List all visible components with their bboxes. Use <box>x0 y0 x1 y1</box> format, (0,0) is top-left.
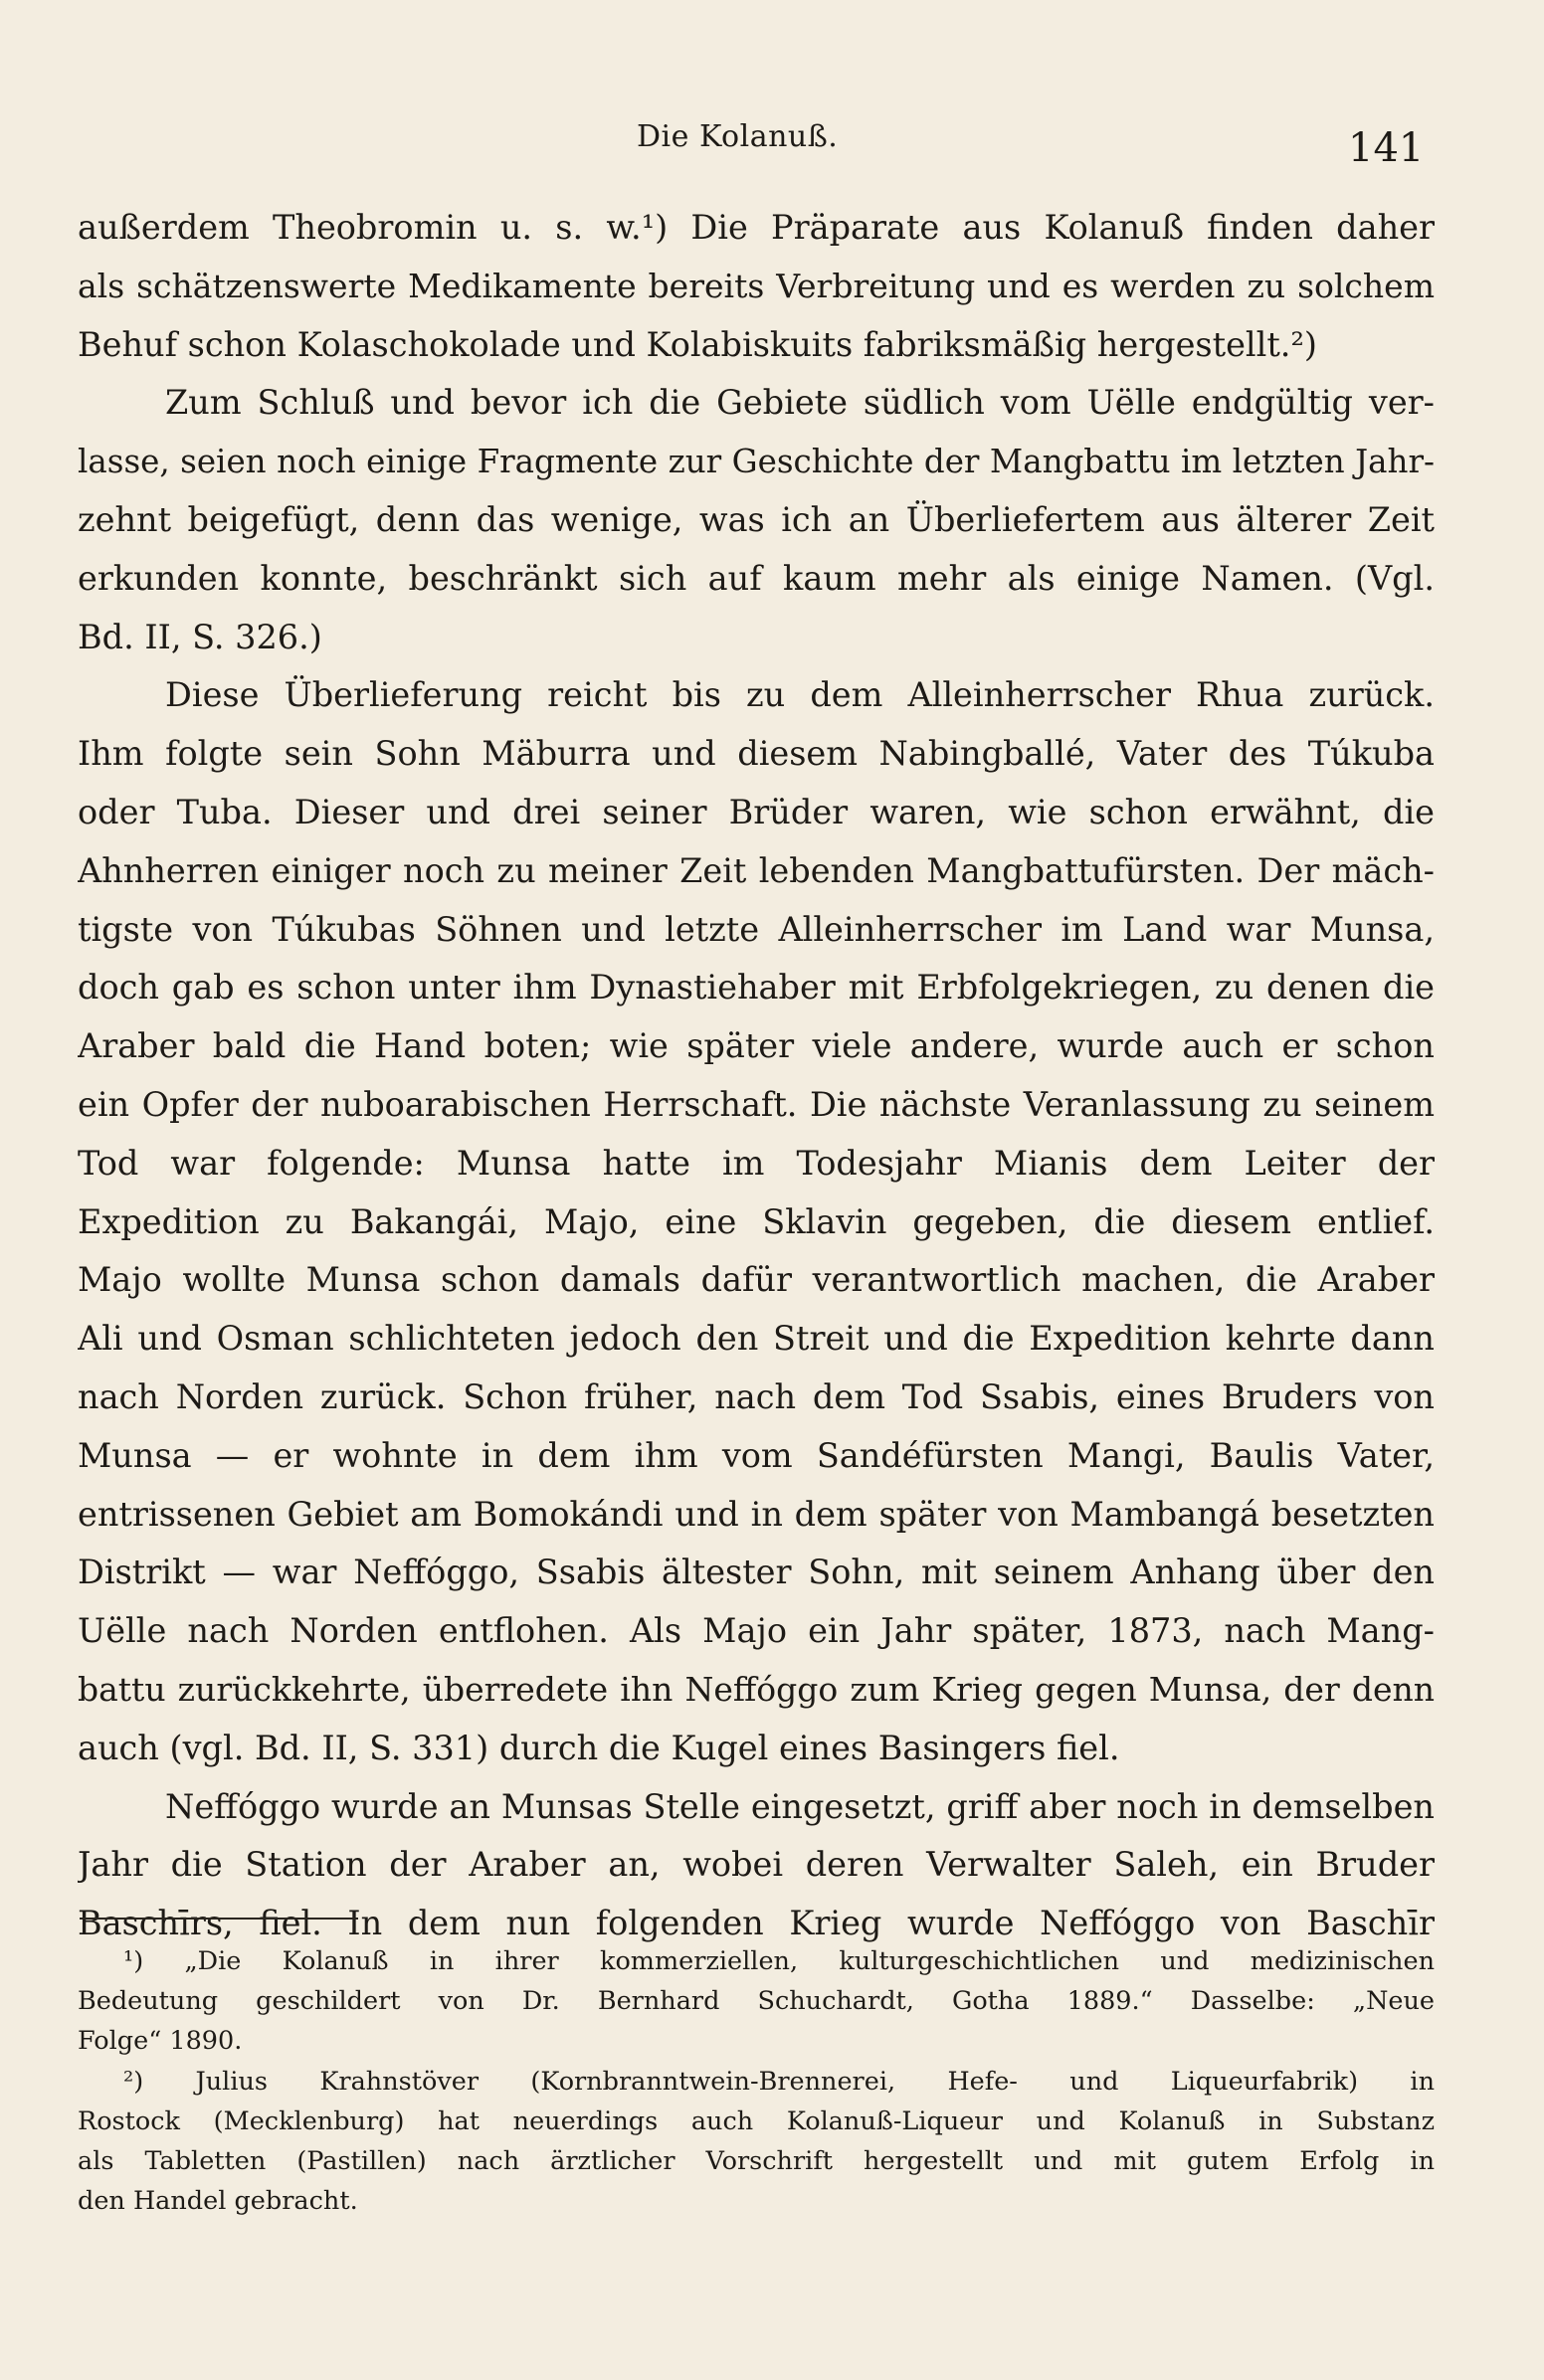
body-line: Ali und Osman schlichteten jedoch den Streit und die Expedition kehrte dann <box>78 1319 1435 1359</box>
body-line: als schätzenswerte Medikamente bereits Verbreitung und es werden zu solchem <box>78 266 1435 305</box>
body-line: Baschīrs, fiel. In dem nun folgenden Krieg wurde Neffóggo von Baschīr <box>78 1904 1435 1943</box>
body-line: Jahr die Station der Araber an, wobei deren Verwalter Saleh, ein Bruder <box>78 1845 1435 1885</box>
body-line: Uëlle nach Norden entflohen. Als Majo ein Jahr später, 1873, nach Mang- <box>78 1611 1435 1651</box>
body-line: Araber bald die Hand boten; wie später viele andere, wurde auch er schon <box>78 1026 1435 1066</box>
running-head: Die Kolanuß. <box>637 119 839 154</box>
footnote-line: ¹) „Die Kolanuß in ihrer kommerziellen, kulturgeschichtlichen und medizinischen <box>123 1946 1435 1976</box>
footnotes <box>78 1941 1435 2221</box>
body-line: erkunden konnte, beschränkt sich auf kaum mehr als einige Namen. (Vgl. <box>78 558 1435 598</box>
page-number: 141 <box>1348 125 1425 171</box>
body-line: Ahnherren einiger noch zu meiner Zeit lebenden Mangbattufürsten. Der mäch- <box>78 850 1435 890</box>
body-line: oder Tuba. Dieser und drei seiner Brüder waren, wie schon erwähnt, die <box>78 792 1435 831</box>
footnote-line: ²) Julius Krahnstöver (Kornbranntwein-Brennerei, Hefe- und Liqueurfabrik) in <box>123 2066 1435 2097</box>
body-line: lasse, seien noch einige Fragmente zur Geschichte der Mangbattu im letzten Jahr- <box>78 443 1435 481</box>
body-line: Zum Schluß und bevor ich die Gebiete südlich vom Uëlle endgültig ver- <box>165 383 1435 423</box>
footnote-line: als Tabletten (Pastillen) nach ärztlicher Vorschrift hergestellt und mit gutem Erfolg in <box>78 2145 1435 2176</box>
body-line: Ihm folgte sein Sohn Mäburra und diesem Nabingballé, Vater des Túkuba <box>78 734 1435 774</box>
body-line: Majo wollte Munsa schon damals dafür verantwortlich machen, die Araber <box>78 1260 1435 1300</box>
body-line: auch (vgl. Bd. II, S. 331) durch die Kugel eines Basingers fiel. <box>78 1728 1120 1767</box>
body-line: tigste von Túkubas Söhnen und letzte Alleinherrscher im Land war Munsa, <box>78 909 1435 949</box>
body-line: battu zurückkehrte, überredete ihn Neffóggo zum Krieg gegen Munsa, der denn <box>78 1669 1435 1709</box>
footnote-line: Bedeutung geschildert von Dr. Bernhard Schuchardt, Gotha 1889.“ Dasselbe: „Neue <box>78 1986 1435 2017</box>
footnote-rule <box>80 1918 358 1920</box>
body-line: doch gab es schon unter ihm Dynastiehaber mit Erbfolgekriegen, zu denen die <box>78 968 1435 1007</box>
body-line: nach Norden zurück. Schon früher, nach dem Tod Ssabis, eines Bruders von <box>78 1376 1435 1416</box>
body-line: Bd. II, S. 326.) <box>78 617 322 656</box>
body-line: außerdem Theobromin u. s. w.¹) Die Präparate aus Kolanuß finden daher <box>78 208 1435 247</box>
body-line: Munsa — er wohnte in dem ihm vom Sandéfürsten Mangi, Baulis Vater, <box>78 1435 1435 1475</box>
footnote-line: den Handel gebracht. <box>78 2186 358 2217</box>
body-line: Neffóggo wurde an Munsas Stelle eingesetzt, griff aber noch in demselben <box>165 1786 1435 1826</box>
body-line: entrissenen Gebiet am Bomokándi und in dem später von Mambangá besetzten <box>78 1494 1435 1534</box>
body-line: Behuf schon Kolaschokolade und Kolabiskuits fabriksmäßig hergestellt.²) <box>78 324 1317 364</box>
footnote-line: Rostock (Mecklenburg) hat neuerdings auch Kolanuß-Liqueur und Kolanuß in Substanz <box>78 2105 1435 2136</box>
body-text <box>78 199 1435 1953</box>
body-line: ein Opfer der nuboarabischen Herrschaft. Die nächste Veranlassung zu seinem <box>78 1084 1435 1124</box>
body-line: Tod war folgende: Munsa hatte im Todesjahr Mianis dem Leiter der <box>78 1143 1435 1183</box>
footnote-line: Folge“ 1890. <box>78 2026 243 2057</box>
body-line: zehnt beigefügt, denn das wenige, was ich an Überliefertem aus älterer Zeit <box>78 499 1435 539</box>
body-line: Distrikt — war Neffóggo, Ssabis ältester Sohn, mit seinem Anhang über den <box>78 1553 1435 1592</box>
body-line: Expedition zu Bakangái, Majo, eine Sklavin gegeben, die diesem entlief. <box>78 1201 1435 1241</box>
body-line: Diese Überlieferung reicht bis zu dem Alleinherrscher Rhua zurück. <box>165 675 1435 715</box>
